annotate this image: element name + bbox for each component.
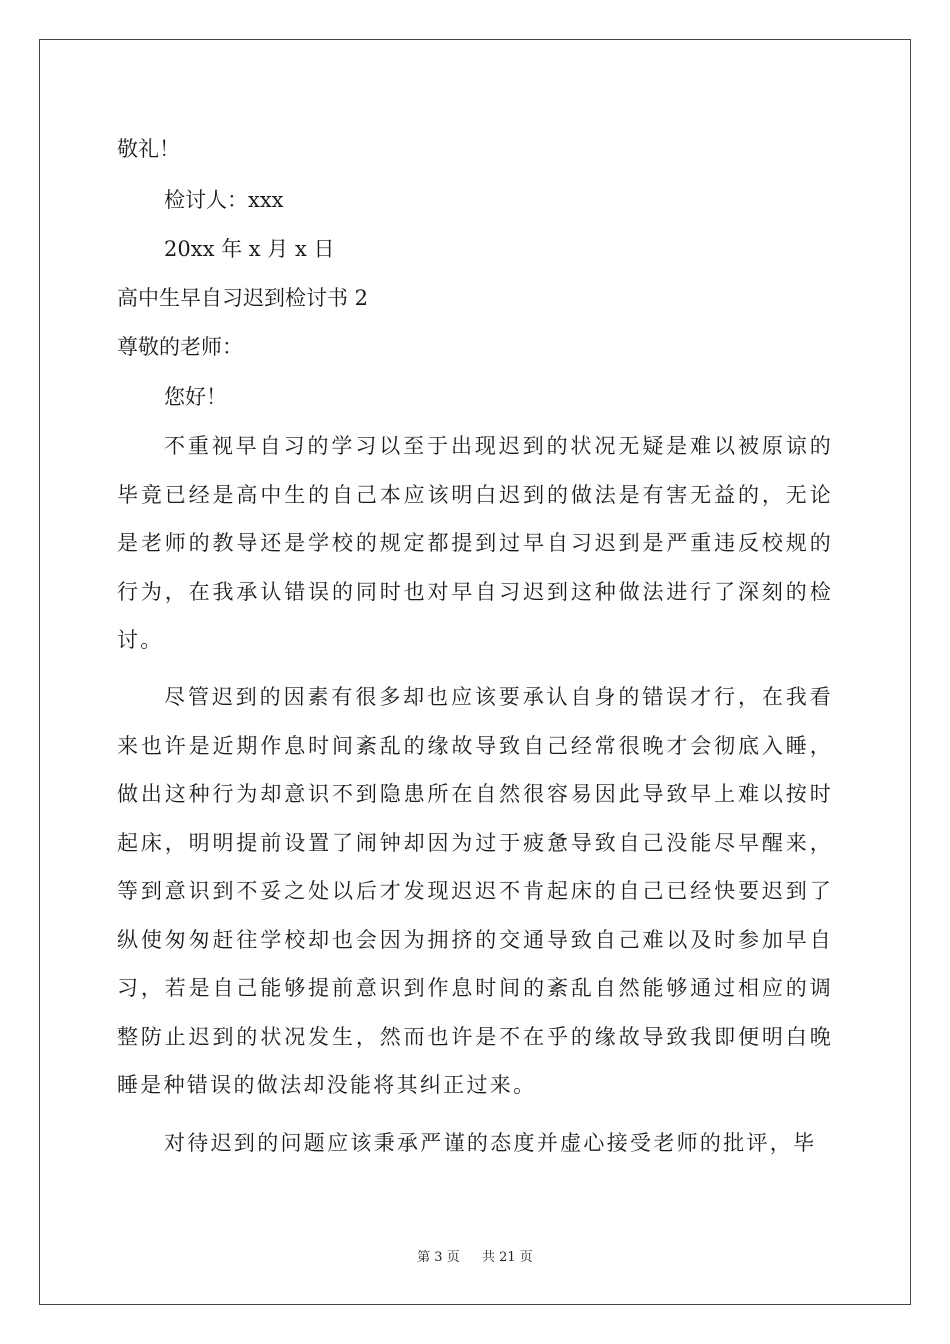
salutation-line: 尊敬的老师：: [117, 335, 243, 359]
page-footer: [0, 1246, 950, 1265]
closing-line: 敬礼！: [117, 137, 180, 161]
letter-title: 高中生早自习迟到检讨书 2: [117, 286, 369, 310]
page-total: 共 21 页: [482, 1250, 533, 1265]
body-paragraph-3: 对待迟到的问题应该秉承严谨的态度并虚心接受老师的批评，毕: [164, 1131, 817, 1155]
date-line: 20xx 年 x 月 x 日: [164, 237, 335, 261]
greeting-line: 您好！: [164, 385, 227, 409]
body-paragraph-1: 不重视早自习的学习以至于出现迟到的状况无疑是难以被原谅的毕竟已经是高中生的自己本应该明白迟到的做法是有害无益的，无论是老师的教导还是学校的规定都提到过早自习迟到是严重违反校规的行为，在我承认错误的同时也对早自习迟到这种做法进行了深刻的检讨。: [117, 434, 833, 652]
signer-line: 检讨人：xxx: [164, 188, 284, 212]
page-border: [39, 39, 911, 1305]
page-number: 第 3 页: [417, 1250, 460, 1265]
body-paragraph-2: 尽管迟到的因素有很多却也应该要承认自身的错误才行，在我看来也许是近期作息时间紊乱的缘故导致自己经常很晚才会彻底入睡，做出这种行为却意识不到隐患所在自然很容易因此导致早上难以按时起床，明明提前设置了闹钟却因为过于疲惫导致自己没能尽早醒来，等到意识到不妥之处以后才发现迟迟不肯起床的自己已经快要迟到了纵使匆匆赶往学校却也会因为拥挤的交通导致自己难以及时参加早自习，若是自己能够提前意识到作息时间的紊乱自然能够通过相应的调整防止迟到的状况发生，然而也许是不在乎的缘故导致我即便明白晚睡是种错误的做法却没能将其纠正过来。: [117, 685, 833, 1097]
